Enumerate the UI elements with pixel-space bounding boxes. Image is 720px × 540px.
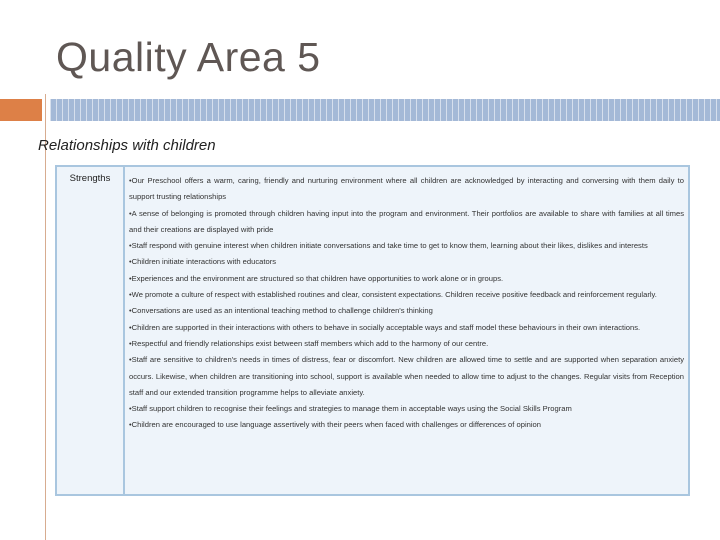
row-label: Strengths: [57, 167, 125, 494]
strength-item: •Children are encouraged to use language assertively with their peers when faced with challenges or differences of opinion: [129, 420, 541, 430]
strength-item: •Staff support children to recognise their feelings and strategies to manage them in acceptable ways using the Social Skills Program: [129, 404, 572, 414]
strengths-table: [55, 165, 690, 496]
strength-item: •Our Preschool offers a warm, caring, friendly and nurturing environment where all children are acknowledged by interacting and conversing with them daily to support trusting relationships: [129, 176, 684, 202]
slide-title: Quality Area 5: [56, 34, 321, 80]
accent-bar-blue: [50, 99, 720, 121]
strength-item: •Staff respond with genuine interest when children initiate conversations and take time to get to know them, learning about their likes, dislikes and interests: [129, 241, 648, 251]
strength-item: •We promote a culture of respect with established routines and clear, consistent expectations. Children receive positive feedback and reinforcement regularly.: [129, 290, 657, 300]
accent-bar-orange: [0, 99, 42, 121]
strength-item: •A sense of belonging is promoted through children having input into the program and environment. Their portfolios are available to share with families at all times and their creations are displayed with pride: [129, 208, 684, 234]
strength-item: •Children are supported in their interactions with others to behave in socially acceptable ways and staff model these behaviours in their own interactions.: [129, 322, 641, 332]
strengths-list: [125, 167, 688, 494]
strength-item: •Children initiate interactions with educators: [129, 257, 277, 267]
strength-item: •Conversations are used as an intentional teaching method to challenge children's thinking: [129, 306, 433, 316]
vertical-divider: [45, 94, 46, 540]
strength-item: •Staff are sensitive to children's needs in times of distress, fear or discomfort. New children are allowed time to settle and are supported when separation anxiety occurs. Likewise, when children are transitioning into school, support is available when needed to allow time to adjust to the changes. Regular visits from Reception staff and our extended transition programme helps to alleviate anxiety.: [129, 355, 684, 397]
strength-item: •Experiences and the environment are structured so that children have opportunities to work alone or in groups.: [129, 273, 504, 283]
strength-item: •Respectful and friendly relationships exist between staff members which add to the harmony of our centre.: [129, 338, 489, 348]
slide-subtitle: Relationships with children: [38, 137, 216, 154]
